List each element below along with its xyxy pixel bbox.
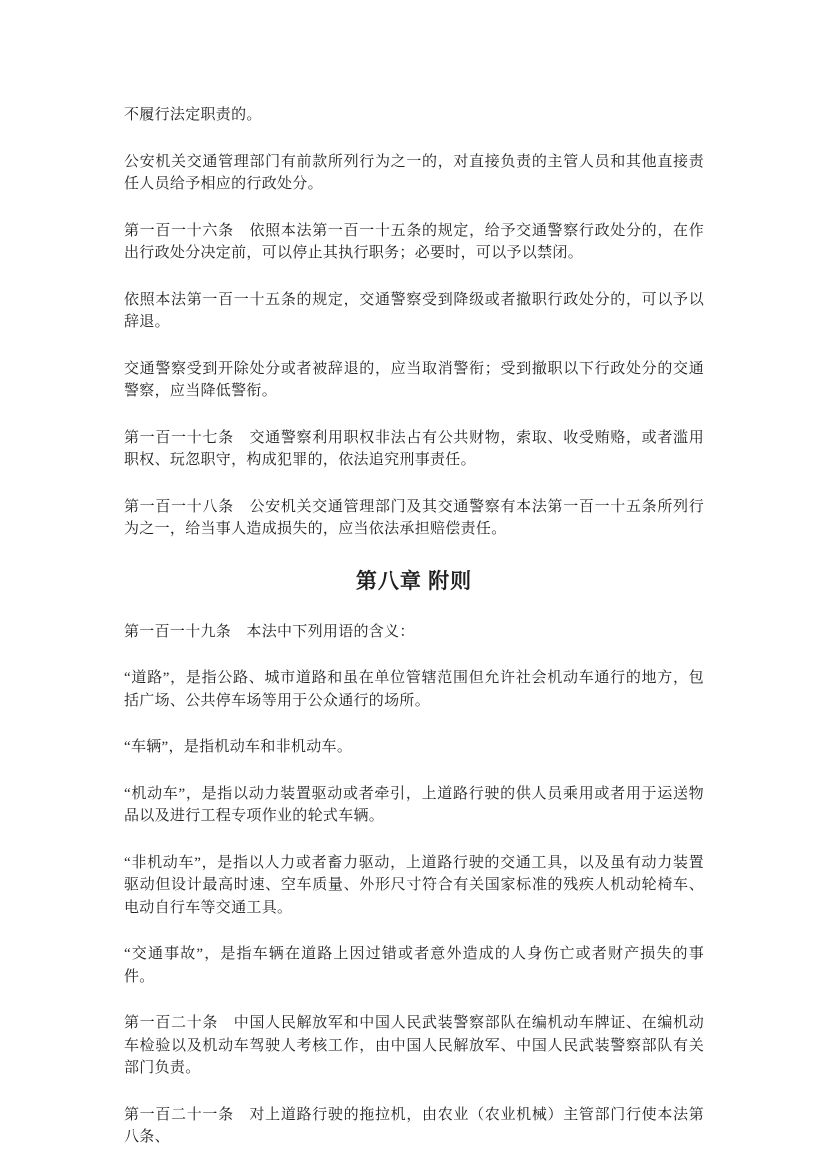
legal-paragraph-article-121: 第一百二十一条 对上道路行驶的拖拉机，由农业（农业机械）主管部门行使本法第八条、 — [124, 1106, 704, 1145]
legal-paragraph-article-117: 第一百一十七条 交通警察利用职权非法占有公共财物，索取、收受贿赂，或者滥用职权、玩忽职守，构成犯罪的，依法追究刑事责任。 — [124, 429, 704, 468]
legal-paragraph-article-119: 第一百一十九条 本法中下列用语的含义： — [124, 623, 415, 640]
legal-paragraph-definition-non-motor-vehicle: “非机动车”，是指以人力或者畜力驱动，上道路行驶的交通工具，以及虽有动力装置驱动但设计最高时速、空车质量、外形尺寸符合有关国家标准的残疾人机动轮椅车、电动自行车等交通工具。 — [124, 854, 704, 916]
legal-paragraph-article-118: 第一百一十八条 公安机关交通管理部门及其交通警察有本法第一百一十五条所列行为之一，给当事人造成损失的，应当依法承担赔偿责任。 — [124, 498, 704, 537]
legal-paragraph: 依照本法第一百一十五条的规定，交通警察受到降级或者撤职行政处分的，可以予以辞退。 — [124, 291, 704, 330]
legal-paragraph: 交通警察受到开除处分或者被辞退的，应当取消警衔；受到撤职以下行政处分的交通警察，应当降低警衔。 — [124, 360, 704, 399]
legal-paragraph-article-120: 第一百二十条 中国人民解放军和中国人民武装警察部队在编机动车牌证、在编机动车检验以及机动车驾驶人考核工作，由中国人民解放军、中国人民武装警察部队有关部门负责。 — [124, 1015, 704, 1076]
chapter-heading: 第八章 附则 — [355, 568, 473, 593]
legal-paragraph-definition-vehicle: “车辆”，是指机动车和非机动车。 — [124, 739, 353, 755]
legal-paragraph-article-116: 第一百一十六条 依照本法第一百一十五条的规定，给予交通警察行政处分的，在作出行政处分决定前，可以停止其执行职务；必要时，可以予以禁闭。 — [124, 222, 704, 261]
legal-paragraph: 公安机关交通管理部门有前款所列行为之一的，对直接负责的主管人员和其他直接责任人员给予相应的行政处分。 — [124, 153, 704, 192]
legal-paragraph-definition-road: “道路”，是指公路、城市道路和虽在单位管辖范围但允许社会机动车通行的地方，包括广场、公共停车场等用于公众通行的场所。 — [124, 670, 704, 709]
legal-paragraph-definition-motor-vehicle: “机动车”，是指以动力装置驱动或者牵引，上道路行驶的供人员乘用或者用于运送物品以及进行工程专项作业的轮式车辆。 — [124, 785, 704, 824]
legal-paragraph-definition-traffic-accident: “交通事故”，是指车辆在道路上因过错或者意外造成的人身伤亡或者财产损失的事件。 — [124, 946, 704, 985]
legal-paragraph: 不履行法定职责的。 — [124, 107, 262, 123]
